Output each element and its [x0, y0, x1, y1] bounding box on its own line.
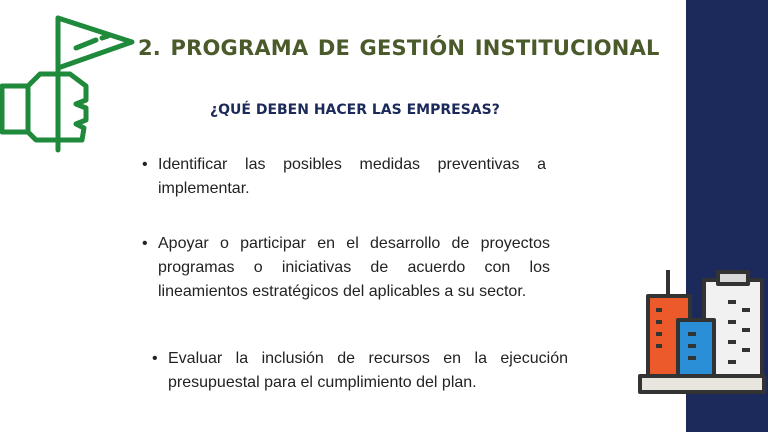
bullet-dot-icon: •: [142, 156, 148, 173]
bullet-dot-icon: •: [152, 350, 158, 367]
bullet-dot-icon: •: [142, 235, 148, 252]
bullet-text: Evaluar la inclusión de recursos en la ejecución presupuestal para el cumplimiento del plan.: [168, 350, 568, 391]
section-subtitle: ¿QUÉ DEBEN HACER LAS EMPRESAS?: [210, 102, 500, 118]
list-item: [142, 153, 546, 201]
hand-holding-flag-icon: [0, 12, 150, 154]
list-item: [142, 232, 550, 304]
list-item: [152, 347, 568, 395]
bullet-text: Identificar las posibles medidas preventivas a implementar.: [158, 156, 546, 197]
city-buildings-icon: [636, 266, 768, 398]
page-title: 2. PROGRAMA DE GESTIÓN INSTITUCIONAL: [138, 36, 660, 60]
bullet-text: Apoyar o participar en el desarrollo de proyectos programas o iniciativas de acuerdo con los lineamientos estratégicos del aplicables a su sector.: [158, 235, 550, 300]
